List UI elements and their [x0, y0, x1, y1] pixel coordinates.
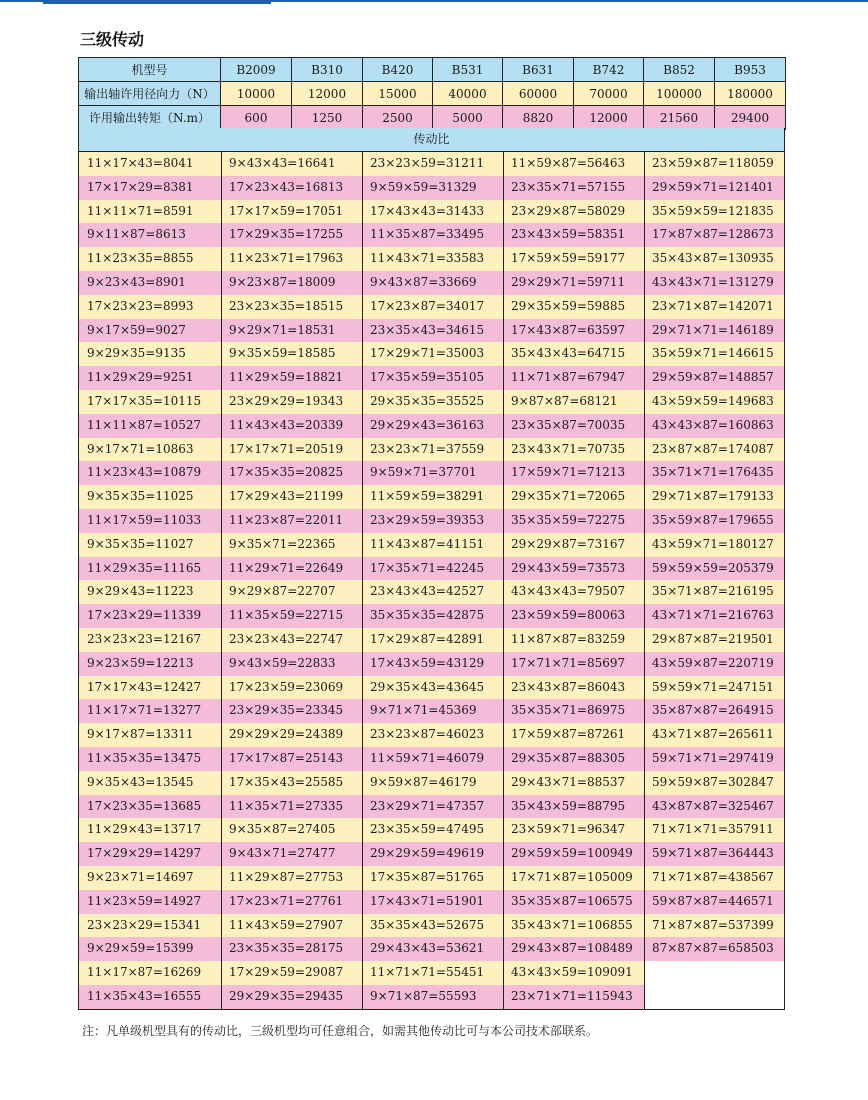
ratio-cell: 23×87×87=174087 — [652, 441, 774, 456]
ratio-cell: 11×23×59=14927 — [87, 893, 202, 908]
spec-cell: 60000 — [503, 82, 574, 106]
ratio-cell: 23×35×71=57155 — [511, 179, 626, 194]
empty-cell — [645, 985, 784, 1009]
ratio-cell: 17×43×43=31433 — [370, 203, 485, 218]
radial-force-row — [79, 82, 786, 106]
ratio-cell: 17×23×43=16813 — [229, 179, 344, 194]
ratio-cell: 11×59×59=38291 — [370, 489, 485, 504]
ratio-cell: 35×35×59=72275 — [511, 513, 626, 527]
ratio-cell: 23×43×71=70735 — [511, 441, 626, 456]
ratio-cell: 23×23×87=46023 — [370, 727, 485, 742]
ratio-cell: 23×29×87=58029 — [511, 203, 626, 218]
ratio-cell: 35×43×87=130935 — [652, 251, 774, 266]
ratio-cell: 35×35×87=106575 — [511, 893, 633, 908]
ratio-cell: 11×43×59=27907 — [229, 917, 344, 932]
ratio-cell: 43×43×87=160863 — [652, 417, 774, 432]
ratio-cell: 35×87×87=264915 — [652, 703, 774, 718]
ratio-cell: 11×29×43=13717 — [87, 822, 202, 837]
ratio-cell: 9×43×43=16641 — [229, 156, 336, 170]
ratio-cell: 35×43×71=106855 — [511, 917, 633, 932]
ratio-cell: 23×35×87=70035 — [511, 417, 626, 432]
ratio-cell: 35×71×87=216195 — [652, 584, 774, 599]
ratio-header: 传动比 — [78, 128, 785, 152]
ratio-cell: 9×29×71=18531 — [229, 322, 336, 337]
ratio-cell: 11×35×71=27335 — [229, 798, 344, 813]
ratio-cell: 43×71×71=216763 — [652, 608, 774, 623]
ratio-cell: 17×23×29=11339 — [87, 608, 202, 623]
ratio-cell: 29×59×59=100949 — [511, 846, 633, 861]
ratio-cell: 17×87×87=128673 — [652, 227, 774, 242]
ratio-cell: 9×17×59=9027 — [87, 322, 186, 337]
ratio-cell: 43×43×71=131279 — [652, 275, 774, 289]
ratio-cell: 17×29×87=42891 — [370, 632, 485, 646]
ratio-cell: 29×59×87=148857 — [652, 370, 774, 385]
spec-row-label: 机型号 — [79, 58, 221, 82]
ratio-cell: 9×35×87=27405 — [229, 822, 336, 837]
ratio-cell: 11×23×43=10879 — [87, 465, 202, 480]
ratio-cell: 23×35×43=34615 — [370, 322, 485, 337]
ratio-cell: 17×17×71=20519 — [229, 441, 344, 456]
top-accent-bar — [43, 0, 271, 4]
ratio-cell: 11×17×59=11033 — [87, 513, 202, 527]
spec-cell: B531 — [433, 58, 503, 82]
ratio-cell: 71×87×87=537399 — [652, 917, 774, 932]
ratio-cell: 9×59×71=37701 — [370, 465, 477, 480]
ratio-cell: 35×59×87=179655 — [652, 513, 774, 527]
ratio-cell: 59×71×71=297419 — [652, 751, 774, 765]
spec-cell: B953 — [715, 58, 786, 82]
ratio-cell: 23×59×87=118059 — [652, 156, 774, 170]
ratio-cell: 9×87×87=68121 — [511, 394, 618, 408]
ratio-cell: 59×87×87=446571 — [652, 893, 774, 908]
ratio-cell: 23×59×59=80063 — [511, 608, 626, 623]
ratio-cell: 11×11×87=10527 — [87, 417, 202, 432]
ratio-cell: 11×35×59=22715 — [229, 608, 344, 623]
ratio-cell: 71×71×71=357911 — [652, 822, 774, 837]
ratio-cell: 35×71×71=176435 — [652, 465, 774, 480]
ratio-cell: 17×17×59=17051 — [229, 203, 344, 218]
ratio-cell: 9×71×71=45369 — [370, 703, 477, 718]
ratio-cell: 17×29×35=17255 — [229, 227, 344, 242]
ratio-cell: 29×71×87=179133 — [652, 489, 774, 504]
spec-cell: 600 — [221, 106, 292, 130]
ratio-cell: 17×23×87=34017 — [370, 298, 485, 313]
ratio-cell: 9×29×59=15399 — [87, 941, 194, 956]
ratio-cell: 9×29×87=22707 — [229, 584, 336, 599]
ratio-cell: 23×71×71=115943 — [511, 989, 633, 1003]
ratio-cell: 35×35×35=42875 — [370, 608, 485, 623]
ratio-cell: 9×71×87=55593 — [370, 989, 477, 1003]
ratio-cell: 11×29×29=9251 — [87, 370, 194, 385]
ratio-cell: 23×43×43=42527 — [370, 584, 485, 599]
spec-row-label: 输出轴许用径向力（N） — [79, 82, 221, 106]
ratio-cell: 17×59×71=71213 — [511, 465, 626, 480]
spec-cell: B742 — [574, 58, 644, 82]
ratio-cell: 29×35×35=35525 — [370, 394, 485, 408]
spec-cell: 100000 — [644, 82, 715, 106]
ratio-cell: 11×43×43=20339 — [229, 417, 344, 432]
page-title: 三级传动 — [80, 30, 145, 49]
ratio-cell: 59×59×71=247151 — [652, 679, 774, 694]
ratio-cell: 9×43×59=22833 — [229, 655, 336, 670]
ratio-cell: 43×59×87=220719 — [652, 655, 774, 670]
ratio-cell: 9×29×43=11223 — [87, 584, 194, 599]
ratio-cell: 11×17×71=13277 — [87, 703, 202, 718]
ratio-cell: 71×71×87=438567 — [652, 870, 774, 884]
spec-cell: 8820 — [503, 106, 574, 130]
ratio-cell: 11×17×87=16269 — [87, 965, 202, 980]
ratio-cell: 17×23×71=27761 — [229, 893, 344, 908]
ratio-cell: 9×23×87=18009 — [229, 275, 336, 289]
ratio-cell: 35×43×43=64715 — [511, 346, 626, 361]
spec-cell: 70000 — [574, 82, 644, 106]
ratio-cell: 43×71×87=265611 — [652, 727, 774, 742]
model-row — [79, 58, 786, 82]
ratio-cell: 23×29×35=23345 — [229, 703, 344, 718]
ratio-cell: 11×59×87=56463 — [511, 156, 626, 170]
ratio-cell: 17×35×59=35105 — [370, 370, 485, 385]
ratio-cell: 9×35×71=22365 — [229, 536, 336, 551]
spec-cell: 21560 — [644, 106, 715, 130]
ratio-cell: 35×43×59=88795 — [511, 798, 626, 813]
ratio-cell: 11×23×87=22011 — [229, 513, 344, 527]
ratio-cell: 59×59×59=205379 — [652, 560, 774, 575]
spec-cell: 10000 — [221, 82, 292, 106]
ratio-cell: 17×23×59=23069 — [229, 679, 344, 694]
ratio-grid — [78, 152, 785, 1010]
ratio-cell: 9×17×71=10863 — [87, 441, 194, 456]
spec-cell: 180000 — [715, 82, 786, 106]
ratio-cell: 29×35×87=88305 — [511, 751, 626, 765]
spec-cell: B631 — [503, 58, 574, 82]
ratio-cell: 11×29×87=27753 — [229, 870, 344, 884]
ratio-cell: 11×35×43=16555 — [87, 989, 202, 1003]
ratio-cell: 11×87×87=83259 — [511, 632, 626, 646]
ratio-cell: 17×43×87=63597 — [511, 322, 626, 337]
spec-cell: B310 — [292, 58, 363, 82]
column-divider — [503, 152, 504, 1009]
spec-cell: 15000 — [363, 82, 433, 106]
ratio-cell: 23×71×87=142071 — [652, 298, 774, 313]
ratio-cell: 17×29×29=14297 — [87, 846, 202, 861]
footnote: 注：凡单级机型具有的传动比，三级机型均可任意组合，如需其他传动比可与本公司技术部联系。 — [82, 1024, 599, 1038]
ratio-cell: 29×29×71=59711 — [511, 275, 626, 289]
ratio-cell: 11×29×71=22649 — [229, 560, 344, 575]
ratio-cell: 11×29×35=11165 — [87, 560, 202, 575]
ratio-cell: 29×29×29=24389 — [229, 727, 344, 742]
ratio-cell: 9×17×87=13311 — [87, 727, 194, 742]
ratio-cell: 29×35×71=72065 — [511, 489, 626, 504]
ratio-cell: 11×71×87=67947 — [511, 370, 626, 385]
spec-cell: B2009 — [221, 58, 292, 82]
ratio-cell: 23×29×59=39353 — [370, 513, 485, 527]
ratio-cell: 17×29×43=21199 — [229, 489, 344, 504]
ratio-cell: 9×11×87=8613 — [87, 227, 186, 242]
ratio-cell: 23×59×71=96347 — [511, 822, 626, 837]
spec-cell: 12000 — [574, 106, 644, 130]
ratio-cell: 9×35×35=11025 — [87, 489, 194, 504]
ratio-cell: 23×23×23=12167 — [87, 632, 202, 646]
spec-cell: 29400 — [715, 106, 786, 130]
ratio-cell: 17×23×23=8993 — [87, 298, 194, 313]
spec-cell: 40000 — [433, 82, 503, 106]
ratio-cell: 29×35×43=43645 — [370, 679, 485, 694]
ratio-cell: 29×29×35=29435 — [229, 989, 344, 1003]
spec-table — [78, 57, 786, 130]
ratio-cell: 43×59×59=149683 — [652, 394, 774, 408]
ratio-cell: 23×23×29=15341 — [87, 917, 202, 932]
ratio-cell: 59×59×87=302847 — [652, 774, 774, 789]
ratio-cell: 17×35×71=42245 — [370, 560, 485, 575]
ratio-cell: 17×17×87=25143 — [229, 751, 344, 765]
ratio-cell: 11×29×59=18821 — [229, 370, 344, 385]
column-divider — [644, 152, 645, 1009]
ratio-cell: 43×59×71=180127 — [652, 536, 774, 551]
ratio-cell: 17×29×59=29087 — [229, 965, 344, 980]
ratio-cell: 17×43×71=51901 — [370, 893, 485, 908]
ratio-cell: 23×23×59=31211 — [370, 156, 485, 170]
ratio-cell: 11×35×87=33495 — [370, 227, 485, 242]
ratio-cell: 17×59×87=87261 — [511, 727, 626, 742]
ratio-cell: 9×29×35=9135 — [87, 346, 186, 361]
column-divider — [221, 152, 222, 1009]
ratio-cell: 11×43×87=41151 — [370, 536, 485, 551]
ratio-cell: 11×71×71=55451 — [370, 965, 485, 980]
ratio-cell: 11×43×71=33583 — [370, 251, 485, 266]
ratio-cell: 17×17×35=10115 — [87, 394, 202, 408]
ratio-cell: 11×59×71=46079 — [370, 751, 485, 765]
ratio-cell: 23×29×71=47357 — [370, 798, 485, 813]
ratio-cell: 9×23×59=12213 — [87, 655, 194, 670]
ratio-cell: 17×71×87=105009 — [511, 870, 633, 884]
ratio-cell: 43×87×87=325467 — [652, 798, 774, 813]
ratio-cell: 29×29×59=49619 — [370, 846, 485, 861]
ratio-cell: 17×17×43=12427 — [87, 679, 202, 694]
ratio-cell: 23×43×59=58351 — [511, 227, 626, 242]
ratio-cell: 9×35×35=11027 — [87, 536, 194, 551]
ratio-cell: 17×29×71=35003 — [370, 346, 485, 361]
ratio-cell: 23×43×87=86043 — [511, 679, 626, 694]
ratio-cell: 29×87×87=219501 — [652, 632, 774, 646]
ratio-cell: 29×43×87=108489 — [511, 941, 633, 956]
ratio-cell: 29×43×59=73573 — [511, 560, 626, 575]
ratio-cell: 9×35×59=18585 — [229, 346, 336, 361]
ratio-cell: 35×35×71=86975 — [511, 703, 626, 718]
ratio-cell: 35×59×59=121835 — [652, 203, 774, 218]
ratio-cell: 9×59×87=46179 — [370, 774, 477, 789]
ratio-cell: 29×71×71=146189 — [652, 322, 774, 337]
ratio-cell: 17×43×59=43129 — [370, 655, 485, 670]
ratio-cell: 17×35×35=20825 — [229, 465, 344, 480]
ratio-cell: 29×43×71=88537 — [511, 774, 626, 789]
empty-cell — [645, 961, 784, 985]
spec-cell: B852 — [644, 58, 715, 82]
ratio-cell: 23×29×29=19343 — [229, 394, 344, 408]
ratio-cell: 87×87×87=658503 — [652, 941, 774, 956]
ratio-cell: 17×17×29=8381 — [87, 179, 194, 194]
spec-cell: B420 — [363, 58, 433, 82]
ratio-cell: 9×23×71=14697 — [87, 870, 194, 884]
spec-cell: 5000 — [433, 106, 503, 130]
ratio-cell: 9×43×87=33669 — [370, 275, 477, 289]
ratio-cell: 17×71×71=85697 — [511, 655, 626, 670]
ratio-cell: 17×35×87=51765 — [370, 870, 485, 884]
ratio-cell: 11×11×71=8591 — [87, 203, 194, 218]
spec-row-label: 许用输出转矩（N.m） — [79, 106, 221, 130]
ratio-cell: 23×23×43=22747 — [229, 632, 344, 646]
ratio-cell: 11×17×43=8041 — [87, 156, 194, 170]
spec-cell: 12000 — [292, 82, 363, 106]
ratio-cell: 23×35×35=28175 — [229, 941, 344, 956]
torque-row — [79, 106, 786, 130]
ratio-cell: 9×35×43=13545 — [87, 774, 194, 789]
ratio-cell: 29×29×43=36163 — [370, 417, 485, 432]
ratio-cell: 59×71×87=364443 — [652, 846, 774, 861]
ratio-cell: 11×35×35=13475 — [87, 751, 202, 765]
ratio-cell: 17×23×35=13685 — [87, 798, 202, 813]
spec-cell: 1250 — [292, 106, 363, 130]
ratio-cell: 29×35×59=59885 — [511, 298, 626, 313]
ratio-cell: 11×23×71=17963 — [229, 251, 344, 266]
ratio-cell: 17×59×59=59177 — [511, 251, 626, 266]
ratio-cell: 43×43×59=109091 — [511, 965, 633, 980]
ratio-cell: 11×23×35=8855 — [87, 251, 194, 266]
ratio-cell: 17×35×43=25585 — [229, 774, 344, 789]
ratio-cell: 23×23×71=37559 — [370, 441, 485, 456]
ratio-cell: 43×43×43=79507 — [511, 584, 626, 599]
ratio-cell: 23×35×59=47495 — [370, 822, 485, 837]
ratio-cell: 9×43×71=27477 — [229, 846, 336, 861]
ratio-cell: 29×59×71=121401 — [652, 179, 774, 194]
ratio-cell: 29×29×87=73167 — [511, 536, 626, 551]
ratio-cell: 23×23×35=18515 — [229, 298, 344, 313]
ratio-cell: 9×59×59=31329 — [370, 179, 477, 194]
column-divider — [362, 152, 363, 1009]
ratio-cell: 35×35×43=52675 — [370, 917, 485, 932]
ratio-cell: 35×59×71=146615 — [652, 346, 774, 361]
spec-cell: 2500 — [363, 106, 433, 130]
ratio-cell: 9×23×43=8901 — [87, 275, 186, 289]
ratio-cell: 29×43×43=53621 — [370, 941, 485, 956]
